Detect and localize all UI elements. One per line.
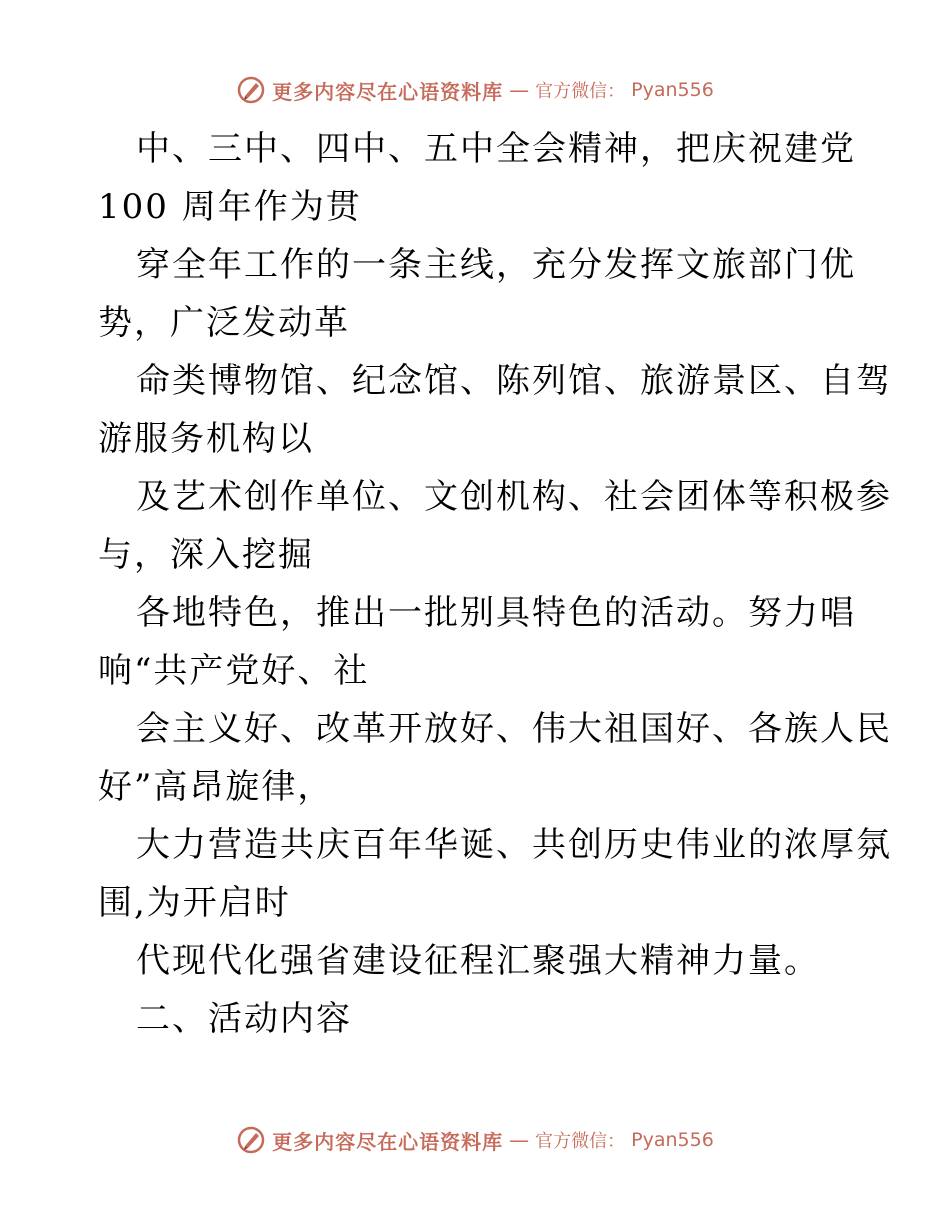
footer-watermark [0, 1120, 950, 1160]
text-line: 好”高昂旋律， [98, 767, 334, 807]
text-line: 代现代化强省建设征程汇聚强大精神力量。 [136, 941, 820, 981]
text-line: 围,为开启时 [98, 883, 291, 923]
text-line: 响“共产党好、社 [98, 651, 370, 691]
text-line: 中、三中、四中、五中全会精神，把庆祝建党 [136, 129, 856, 169]
watermark-wechat-label: 官方微信： [535, 81, 626, 102]
watermark-site-text: 更多内容尽在心语资料库 [272, 79, 504, 104]
document-body [98, 120, 892, 1048]
text-line: 大力营造共庆百年华诞、共创历史伟业的浓厚氛 [136, 825, 892, 865]
header-watermark [0, 70, 950, 110]
text-line: 穿全年工作的一条主线，充分发挥文旅部门优 [136, 245, 856, 285]
section-heading: 二、活动内容 [136, 999, 352, 1039]
text-line: 会主义好、改革开放好、伟大祖国好、各族人民 [136, 709, 892, 749]
text-line: 100 周年作为贯 [98, 187, 362, 227]
watermark-site-text: 更多内容尽在心语资料库 [272, 1129, 504, 1154]
pen-logo-icon [236, 75, 266, 105]
watermark-wechat-id: Pyan556 [631, 1129, 714, 1151]
text-line: 势，广泛发动革 [98, 303, 350, 343]
text-line: 及艺术创作单位、文创机构、社会团体等积极参 [136, 477, 892, 517]
watermark-dash: — [509, 1128, 530, 1152]
watermark-dash: — [509, 78, 530, 102]
text-line: 命类博物馆、纪念馆、陈列馆、旅游景区、自驾 [136, 361, 892, 401]
pen-logo-icon [236, 1125, 266, 1155]
text-line: 游服务机构以 [98, 419, 314, 459]
text-line: 与，深入挖掘 [98, 535, 314, 575]
watermark-wechat-id: Pyan556 [631, 79, 714, 101]
text-line: 各地特色，推出一批别具特色的活动。努力唱 [136, 593, 856, 633]
watermark-wechat-label: 官方微信： [535, 1131, 626, 1152]
